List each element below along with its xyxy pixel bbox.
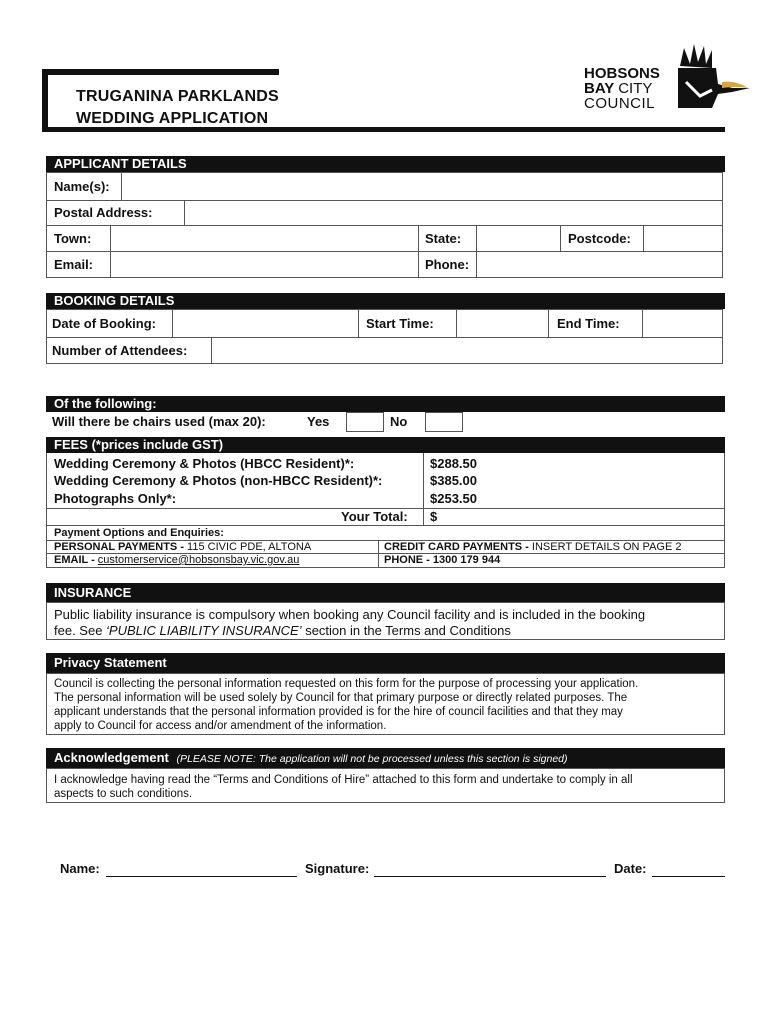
no-checkbox[interactable] bbox=[425, 412, 463, 432]
payment-row-divider bbox=[46, 567, 724, 568]
fees-header: FEES (*prices include GST) bbox=[46, 437, 725, 453]
names-field[interactable] bbox=[122, 173, 722, 199]
insurance-text bbox=[54, 607, 720, 639]
privacy-line: applicant understands that the personal information provided is for the hire of council facilities and that they may bbox=[54, 706, 623, 718]
title-frame-left bbox=[42, 69, 48, 132]
end-time-field[interactable] bbox=[643, 310, 722, 336]
phone-number: 1300 179 944 bbox=[432, 554, 501, 566]
no-label: No bbox=[390, 414, 408, 429]
fee-item-label: Wedding Ceremony & Photos (non-HBCC Resident)*: bbox=[54, 473, 383, 488]
postal-address-label: Postal Address: bbox=[54, 205, 153, 220]
col-divider bbox=[548, 309, 549, 337]
privacy-text bbox=[54, 677, 722, 733]
acknowledgement-title: Acknowledgement bbox=[54, 750, 169, 765]
logo-line-2 bbox=[584, 81, 660, 96]
total-value[interactable]: $ bbox=[430, 509, 438, 524]
signoff-date-line[interactable] bbox=[652, 876, 725, 877]
phone-field[interactable] bbox=[477, 252, 722, 277]
fee-item-price: $288.50 bbox=[430, 456, 477, 471]
personal-payments-label: PERSONAL PAYMENTS - bbox=[54, 541, 188, 553]
acknowledgement-line-2: aspects to such conditions. bbox=[54, 788, 193, 800]
title-line-1: TRUGANINA PARKLANDS bbox=[76, 88, 279, 105]
names-label: Name(s): bbox=[54, 179, 110, 194]
col-divider bbox=[358, 309, 359, 337]
email-field[interactable] bbox=[111, 252, 417, 277]
email-enquiries-label: EMAIL - bbox=[54, 554, 98, 566]
postcode-label: Postcode: bbox=[568, 231, 631, 246]
title-frame-top bbox=[42, 69, 279, 75]
state-field[interactable] bbox=[477, 226, 559, 250]
fee-item-price: $253.50 bbox=[430, 491, 477, 506]
fees-row-divider bbox=[46, 525, 724, 526]
council-logo-icon bbox=[672, 42, 752, 112]
email-enquiries bbox=[54, 554, 299, 566]
credit-card-payments bbox=[384, 541, 681, 553]
phone-label: Phone: bbox=[425, 257, 470, 272]
insurance-see: fee. See bbox=[54, 623, 107, 638]
postal-address-field[interactable] bbox=[185, 201, 722, 224]
signoff-name-label: Name: bbox=[60, 861, 100, 876]
state-label: State: bbox=[425, 231, 462, 246]
insurance-line-1: Public liability insurance is compulsory when booking any Council facility and is included in the booking bbox=[54, 607, 646, 622]
attendees-field[interactable] bbox=[212, 338, 722, 363]
date-of-booking-label: Date of Booking: bbox=[52, 316, 156, 331]
yes-checkbox[interactable] bbox=[346, 412, 384, 432]
signoff-signature-line[interactable] bbox=[374, 876, 606, 877]
payment-right-border bbox=[724, 526, 725, 568]
signoff-date-label: Date: bbox=[614, 861, 647, 876]
phone-enquiries-label: PHONE - bbox=[384, 554, 433, 566]
insurance-section-ref: ‘PUBLIC LIABILITY INSURANCE’ bbox=[106, 623, 302, 638]
logo-line-1: HOBSONS bbox=[584, 65, 660, 82]
fee-item-label: Photographs Only*: bbox=[54, 491, 177, 506]
insurance-tail: section in the Terms and Conditions bbox=[301, 623, 511, 638]
email-link[interactable]: customerservice@hobsonsbay.vic.gov.au bbox=[97, 554, 300, 566]
personal-payments bbox=[54, 541, 311, 553]
fees-left-border bbox=[46, 453, 47, 526]
phone-enquiries bbox=[384, 554, 500, 566]
signoff-signature-label: Signature: bbox=[305, 861, 370, 876]
start-time-label: Start Time: bbox=[366, 316, 434, 331]
start-time-field[interactable] bbox=[457, 310, 547, 336]
fees-col-divider bbox=[423, 453, 424, 526]
credit-card-text: INSERT DETAILS ON PAGE 2 bbox=[531, 541, 682, 553]
yes-label: Yes bbox=[307, 414, 330, 429]
fee-item-price: $385.00 bbox=[430, 473, 477, 488]
col-divider bbox=[418, 225, 419, 278]
logo-bay: BAY bbox=[584, 80, 615, 97]
acknowledgement-text bbox=[54, 773, 722, 801]
acknowledgement-note: (PLEASE NOTE: The application will not be processed unless this section is signed) bbox=[176, 753, 568, 765]
col-divider bbox=[560, 225, 561, 251]
town-field[interactable] bbox=[111, 226, 417, 250]
credit-card-label: CREDIT CARD PAYMENTS - bbox=[384, 541, 532, 553]
date-of-booking-field[interactable] bbox=[173, 310, 357, 336]
town-label: Town: bbox=[54, 231, 92, 246]
personal-payments-address: 115 CIVIC PDE, ALTONA bbox=[187, 541, 312, 553]
email-label: Email: bbox=[54, 257, 94, 272]
applicant-details-header: APPLICANT DETAILS bbox=[46, 156, 725, 172]
fee-item-label: Wedding Ceremony & Photos (HBCC Resident)*: bbox=[54, 456, 355, 471]
privacy-line: Council is collecting the personal information requested on this form for the purpose of processing your application. bbox=[54, 678, 639, 690]
payment-left-border bbox=[46, 526, 47, 568]
privacy-line: The personal information will be used solely by Council for that primary purpose or directly related purposes. The bbox=[54, 692, 628, 704]
attendees-label: Number of Attendees: bbox=[52, 343, 188, 358]
title-line-2: WEDDING APPLICATION bbox=[76, 110, 269, 127]
signoff-name-line[interactable] bbox=[106, 876, 297, 877]
fees-right-border bbox=[724, 453, 725, 526]
logo-line-3: COUNCIL bbox=[584, 95, 656, 112]
postcode-field[interactable] bbox=[644, 226, 722, 250]
privacy-line: apply to Council for access and/or amendment of the information. bbox=[54, 720, 387, 732]
payment-col-divider bbox=[378, 540, 379, 567]
total-label: Your Total: bbox=[341, 509, 408, 524]
acknowledgement-line-1: I acknowledge having read the “Terms and Conditions of Hire” attached to this form and undertake to comply in all bbox=[54, 774, 633, 786]
payment-heading: Payment Options and Enquiries: bbox=[54, 527, 224, 539]
council-logo-text bbox=[584, 66, 660, 111]
insurance-header: INSURANCE bbox=[46, 583, 725, 602]
following-header: Of the following: bbox=[46, 396, 725, 412]
logo-city: CITY bbox=[618, 80, 653, 97]
chairs-question: Will there be chairs used (max 20): bbox=[52, 414, 266, 429]
acknowledgement-header bbox=[46, 748, 725, 768]
booking-details-header: BOOKING DETAILS bbox=[46, 293, 725, 309]
privacy-header: Privacy Statement bbox=[46, 653, 725, 673]
end-time-label: End Time: bbox=[557, 316, 620, 331]
page-title bbox=[76, 86, 279, 130]
insurance-line-2 bbox=[54, 623, 720, 639]
